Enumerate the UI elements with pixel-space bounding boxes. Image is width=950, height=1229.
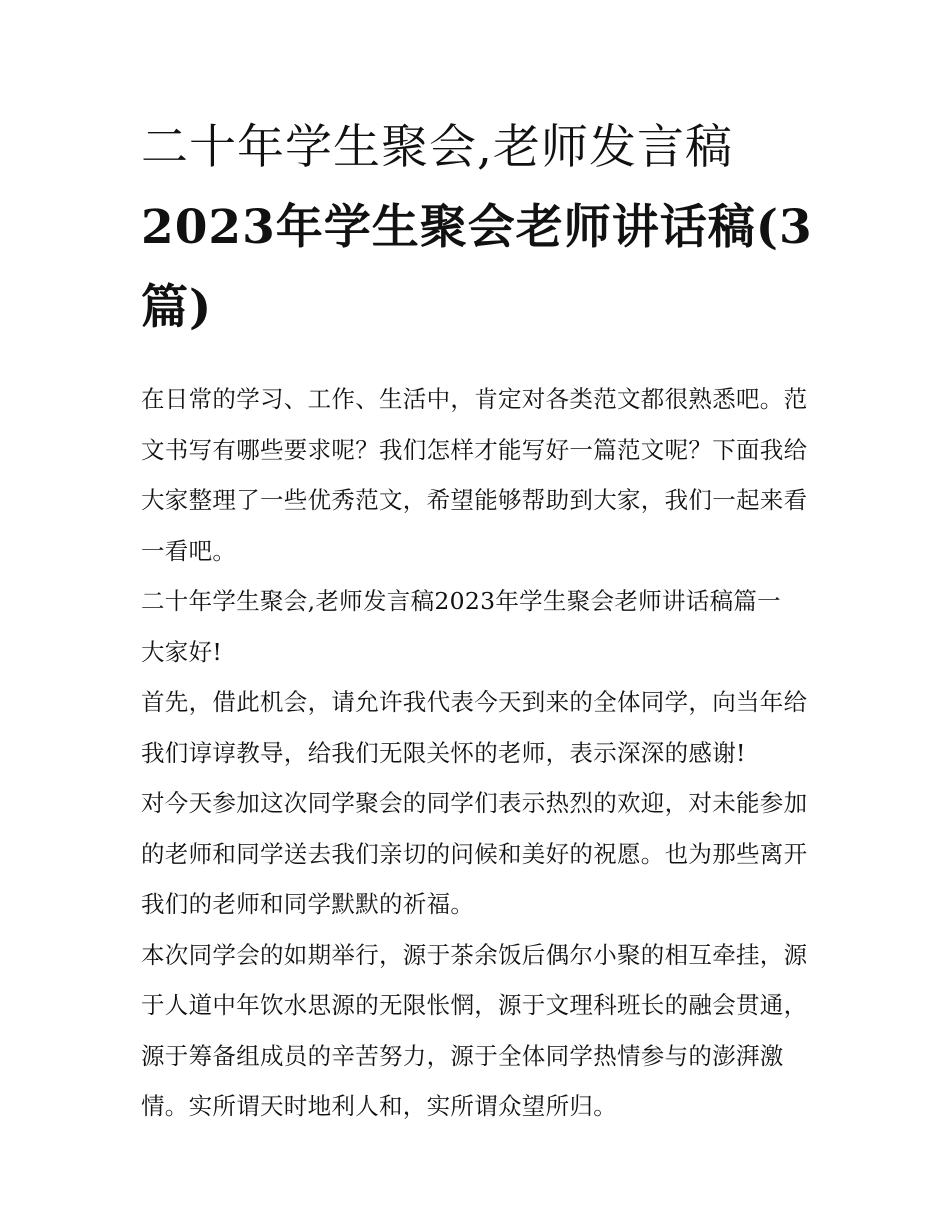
paragraph-reunion: 本次同学会的如期举行，源于茶余饭后偶尔小聚的相互牵挂，源于人道中年饮水思源的无限怅惘，源于文理科班长的融会贯通，源于筹备组成员的辛苦努力，源于全体同学热情参与的澎湃激情。实所谓天时地利人和，实所谓众望所归。 bbox=[141, 940, 808, 1120]
paragraph-thanks: 首先，借此机会，请允许我代表今天到来的全体同学，向当年给我们谆谆教导，给我们无限关怀的老师，表示深深的感谢! bbox=[141, 688, 808, 767]
title-line-2: 2023年学生聚会老师讲话稿(3篇) bbox=[141, 200, 813, 335]
paragraph-intro: 在日常的学习、工作、生活中，肯定对各类范文都很熟悉吧。范文书写有哪些要求呢？我们怎样才能写好一篇范文呢？下面我给大家整理了一些优秀范文，希望能够帮助到大家，我们一起来看一看吧。 bbox=[141, 385, 808, 565]
paragraph-welcome: 对今天参加这次同学聚会的同学们表示热烈的欢迎，对未能参加的老师和同学送去我们亲切的问候和美好的祝愿。也为那些离开我们的老师和同学默默的祈福。 bbox=[141, 789, 808, 918]
document-title bbox=[141, 108, 821, 348]
title-line-1: 二十年学生聚会,老师发言稿 bbox=[141, 120, 733, 175]
paragraph-greeting: 大家好! bbox=[141, 637, 223, 666]
paragraph-section-heading: 二十年学生聚会,老师发言稿2023年学生聚会老师讲话稿篇一 bbox=[141, 587, 781, 615]
document-body bbox=[141, 374, 821, 1132]
document-page bbox=[141, 108, 821, 1132]
